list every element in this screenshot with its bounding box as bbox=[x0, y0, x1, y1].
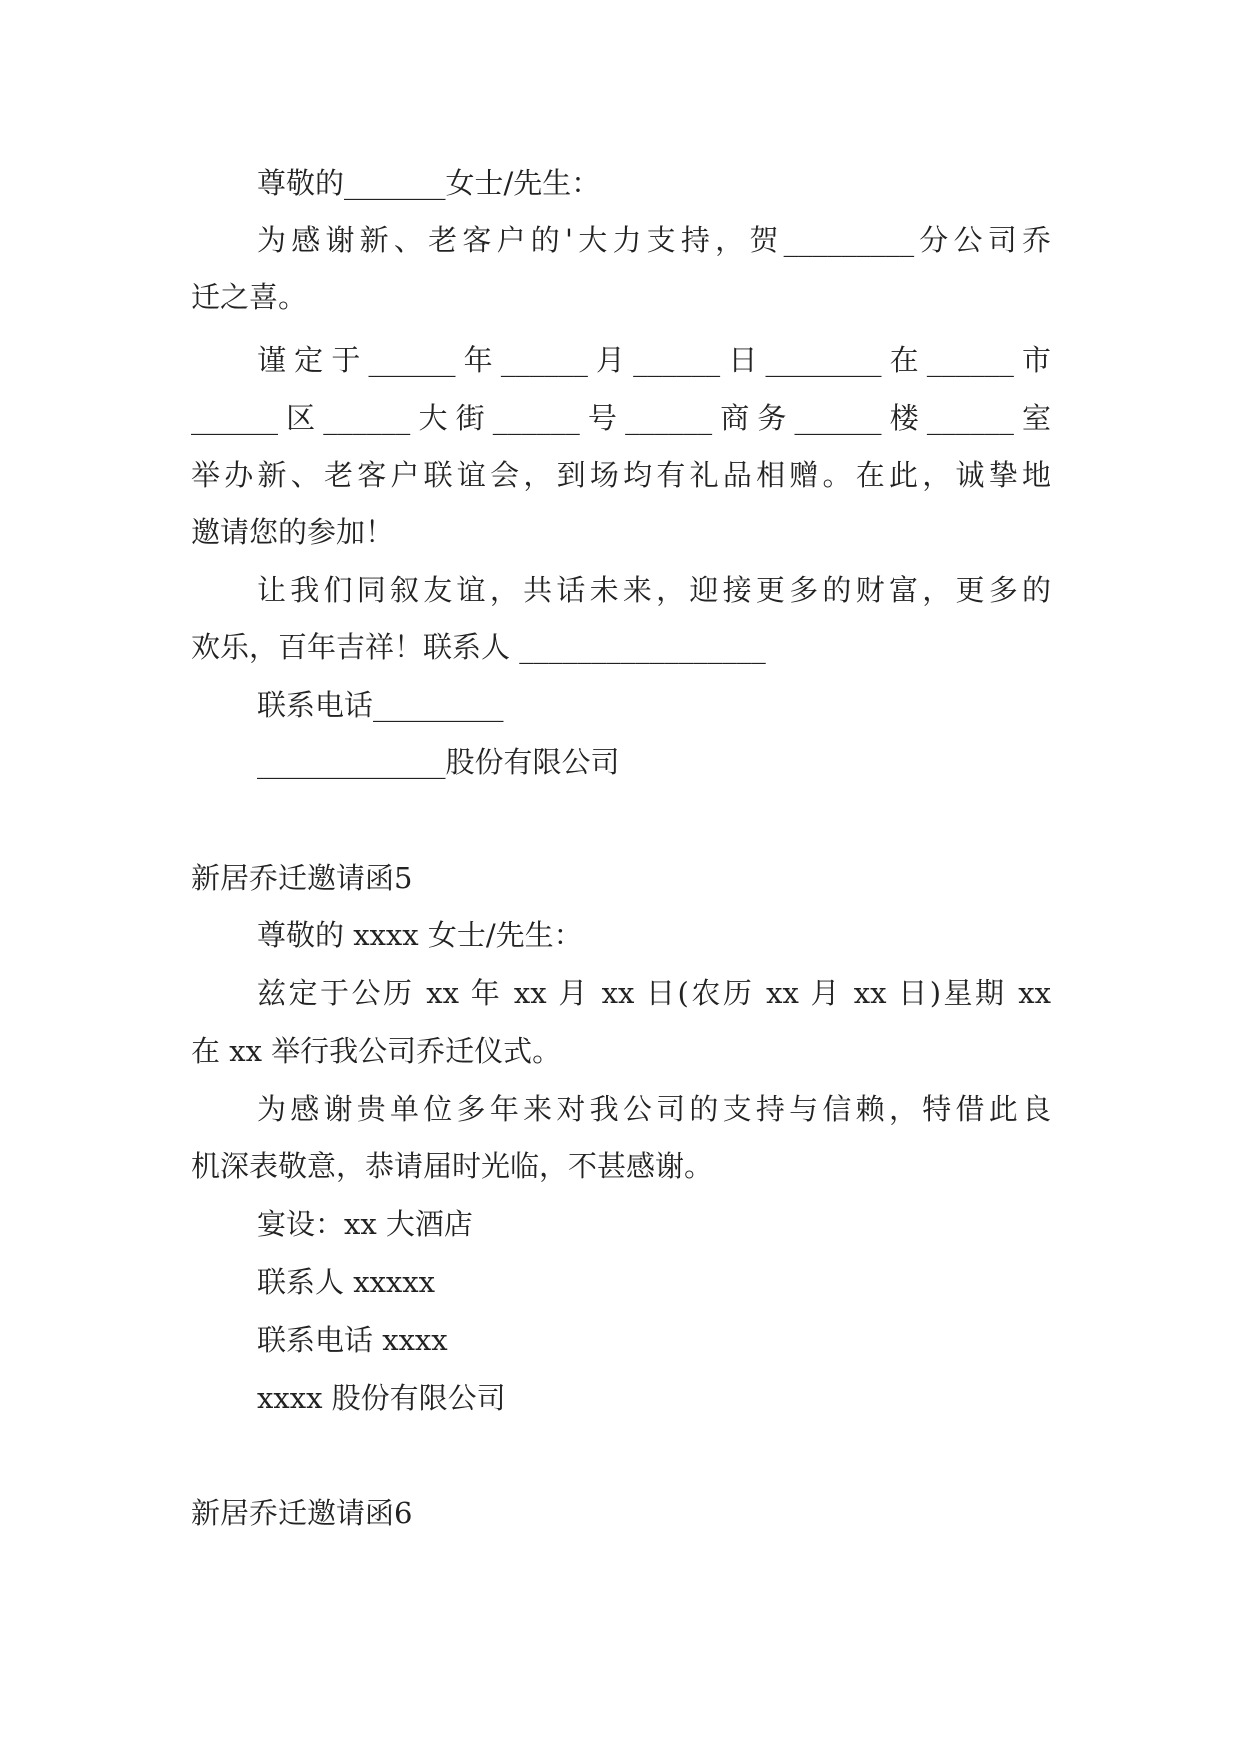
paragraph-closing-line2: 欢乐，百年吉祥！联系人 _________________ bbox=[191, 630, 766, 664]
section-title: 新居乔迁邀请函5 bbox=[191, 861, 413, 895]
paragraph-date-line2: ______区______大街______号______商务______楼______室 bbox=[191, 401, 1051, 435]
company-signature: _____________股份有限公司 bbox=[257, 745, 620, 779]
contact-phone: 联系电话_________ bbox=[257, 688, 504, 722]
paragraph-date-line3: 举办新、老客户联谊会，到场均有礼品相赠。在此，诚挚地 bbox=[191, 458, 1051, 492]
contact-person: 联系人 xxxxx bbox=[257, 1265, 435, 1299]
greeting: 尊敬的_______女士/先生： bbox=[257, 166, 601, 200]
paragraph-date-line2: 在 xx 举行我公司乔迁仪式。 bbox=[191, 1034, 562, 1068]
paragraph-date-line1: 兹定于公历 xx 年 xx 月 xx 日(农历 xx 月 xx 日)星期 xx bbox=[257, 976, 1051, 1010]
greeting: 尊敬的 xxxx 女士/先生： bbox=[257, 918, 583, 952]
paragraph-thanks-line2: 迁之喜。 bbox=[191, 280, 308, 314]
contact-phone: 联系电话 xxxx bbox=[257, 1323, 448, 1357]
company-signature: xxxx 股份有限公司 bbox=[257, 1381, 506, 1415]
paragraph-thanks-line2: 机深表敬意，恭请届时光临，不甚感谢。 bbox=[191, 1149, 714, 1183]
venue: 宴设：xx 大酒店 bbox=[257, 1207, 473, 1241]
paragraph-closing-line1: 让我们同叙友谊，共话未来，迎接更多的财富，更多的 bbox=[257, 573, 1051, 607]
section-title: 新居乔迁邀请函6 bbox=[191, 1496, 413, 1530]
paragraph-thanks-line1: 为感谢新、老客户的'大力支持，贺_________分公司乔 bbox=[257, 223, 1051, 257]
paragraph-date-line4: 邀请您的参加！ bbox=[191, 515, 395, 549]
paragraph-thanks-line1: 为感谢贵单位多年来对我公司的支持与信赖，特借此良 bbox=[257, 1092, 1051, 1126]
paragraph-date-line1: 谨定于______年______月______日________在______市 bbox=[257, 343, 1051, 377]
